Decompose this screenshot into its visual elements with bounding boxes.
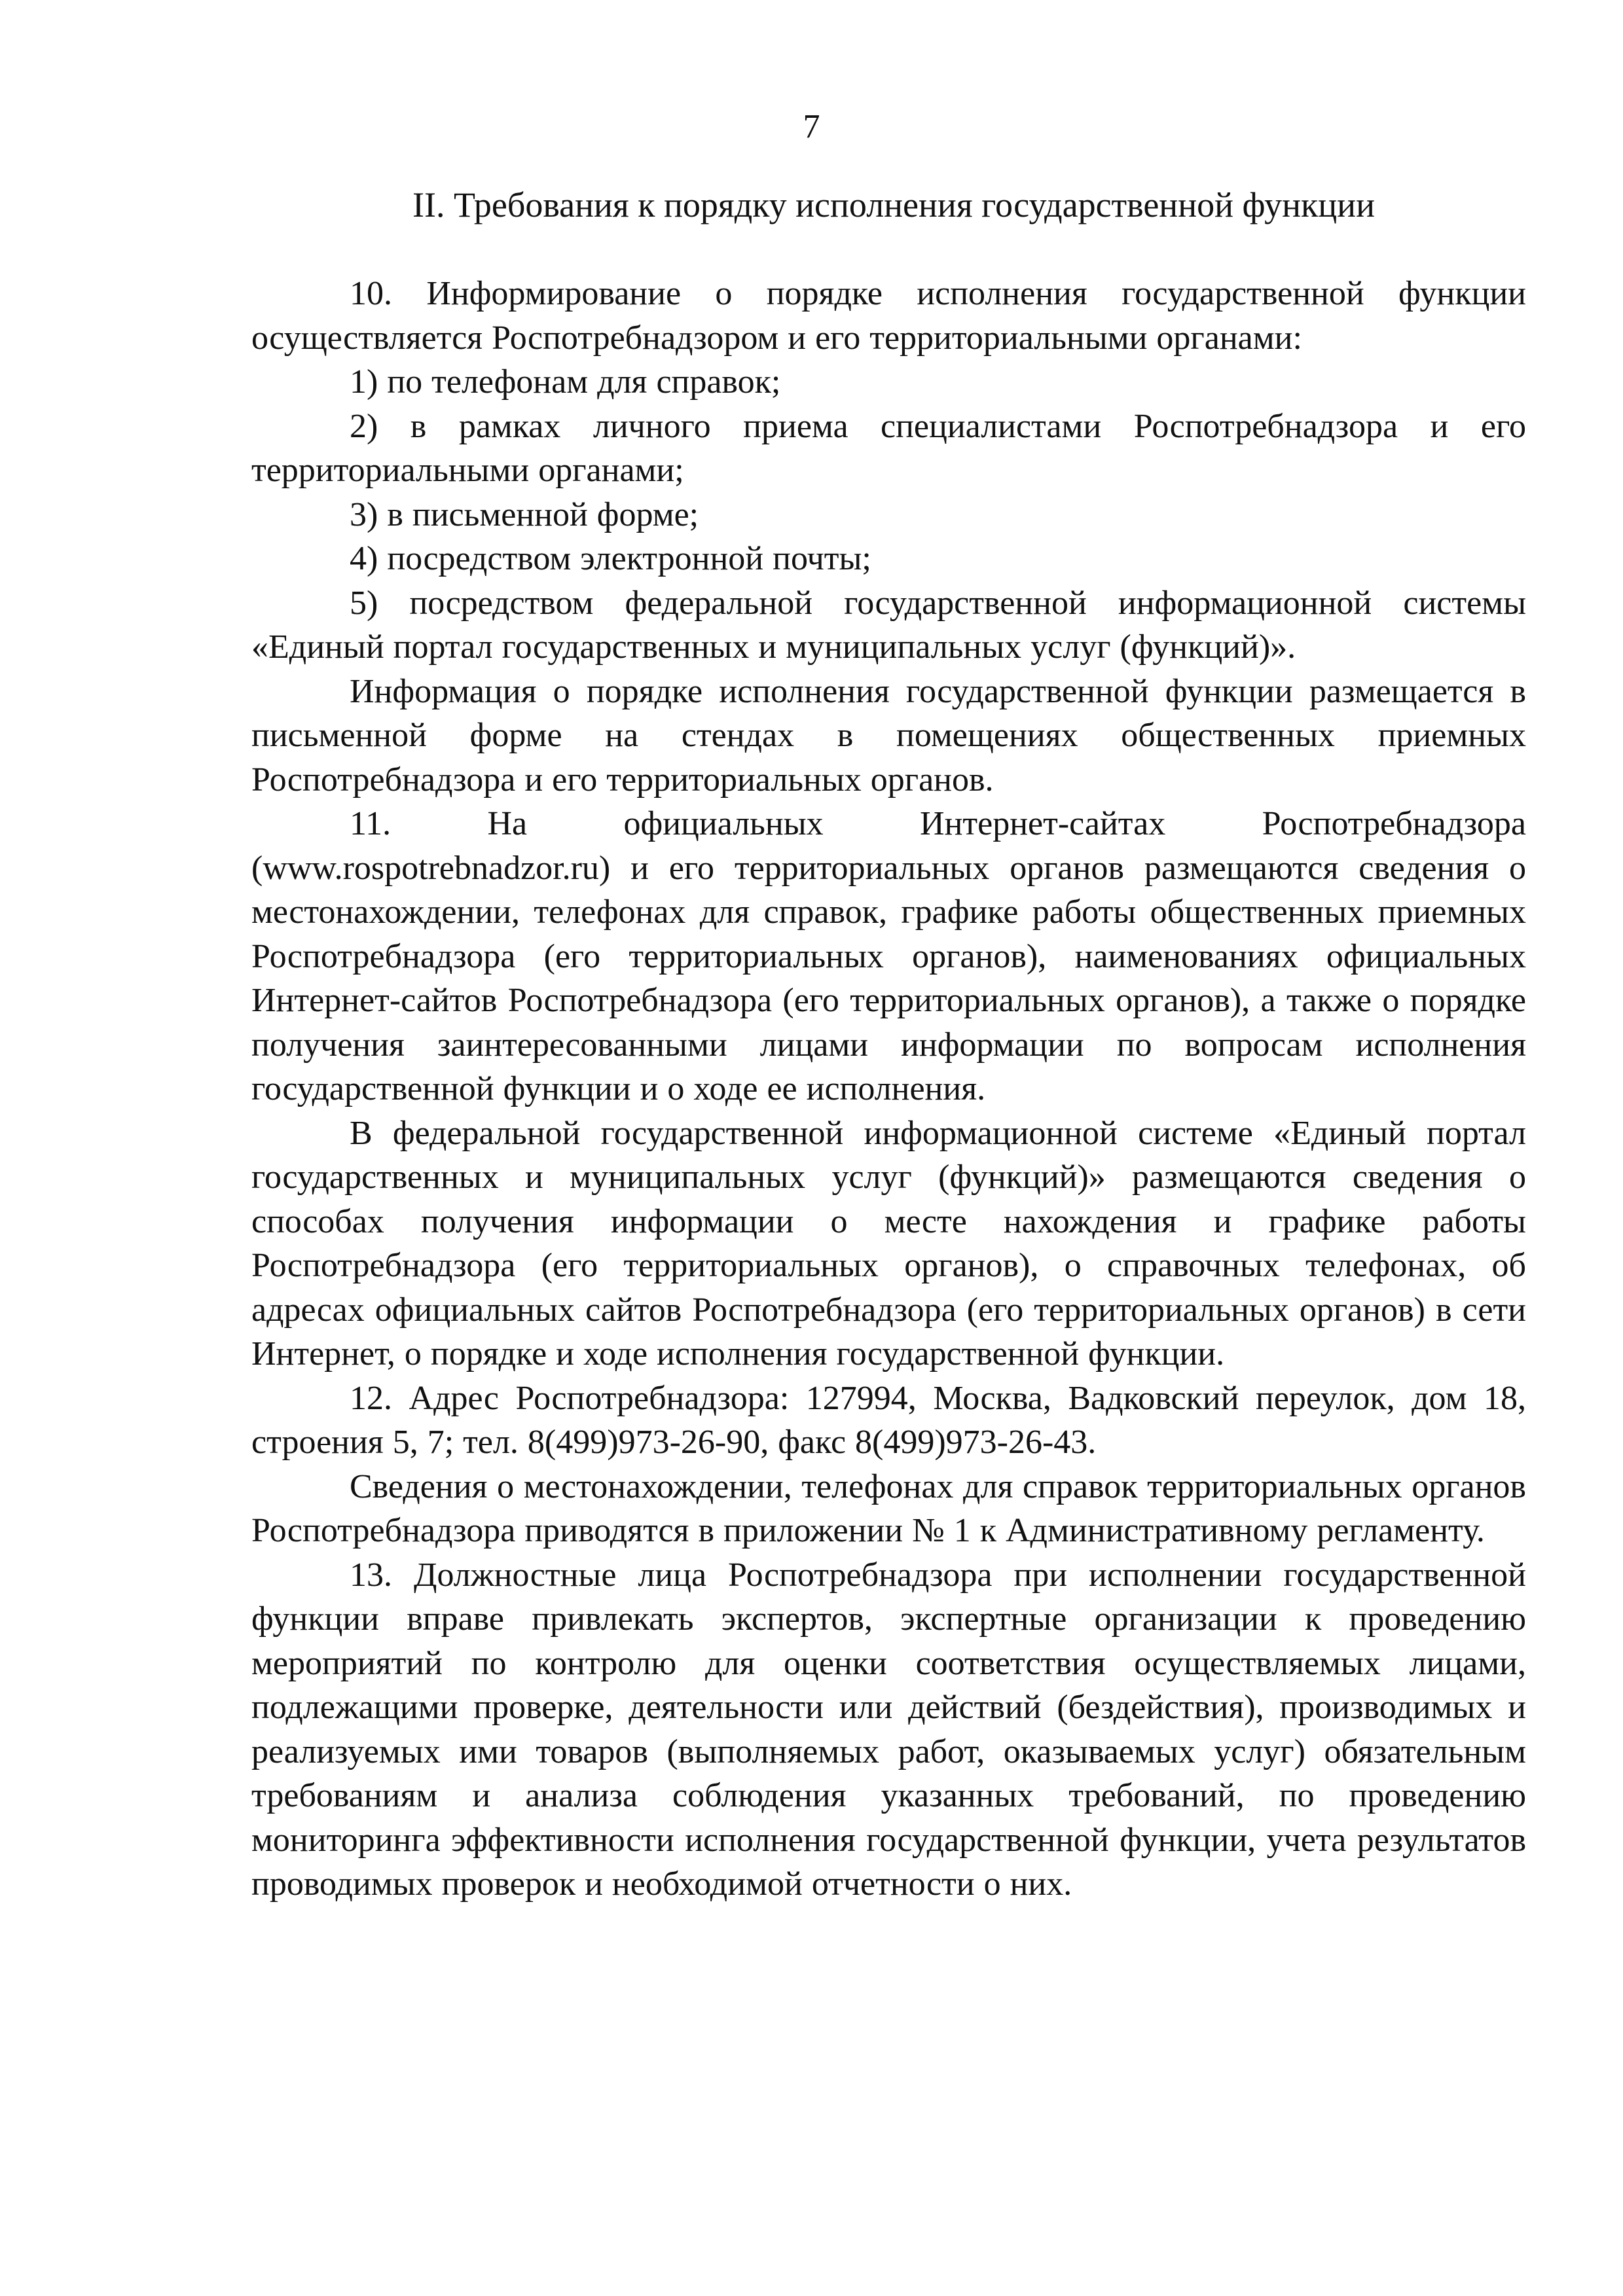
list-item-2: 2) в рамках личного приема специалистами Роспотребнадзора и его территориальными органами; xyxy=(251,407,1526,489)
paragraph-appendix-reference: Сведения о местонахождении, телефонах для справок территориальных органов Роспотребнадзора приводятся в приложении № 1 к Административному регламенту. xyxy=(251,1467,1526,1549)
paragraph-13-experts: 13. Должностные лица Роспотребнадзора при исполнении государственной функции вправе привлекать экспертов, экспертные организации к проведению мероприятий по контролю для оценки соответствия осуществляемых лицами, подлежащими проверке, деятельности или действий (бездействия), производимых и реализуемых ими товаров (выполняемых работ, оказываемых услуг) обязательным требованиям и анализа соблюдения указанных требований, по проведению мониторинга эффективности исполнения государственной функции, учета результатов проводимых проверок и необходимой отчетности о них. xyxy=(251,1556,1526,1903)
page-number: 7 xyxy=(803,108,820,145)
paragraph-unified-portal: В федеральной государственной информационной системе «Единый портал государственных и муниципальных услуг (функций)» размещаются сведения о способах получения информации о месте нахождения и графике работы Роспотребнадзора (его территориальных органов), о справочных телефонах, об адресах официальных сайтов Роспотребнадзора (его территориальных органов) в сети Интернет, о порядке и ходе исполнения государственной функции. xyxy=(251,1114,1526,1372)
paragraph-info-placement: Информация о порядке исполнения государственной функции размещается в письменной форме на стендах в помещениях общественных приемных Роспотребнадзора и его территориальных органов. xyxy=(251,672,1526,798)
list-item-3: 3) в письменной форме; xyxy=(350,495,699,533)
document-body xyxy=(251,272,1526,1907)
list-item-5: 5) посредством федеральной государственной информационной системы «Единый портал государственных и муниципальных услуг (функций)». xyxy=(251,584,1526,666)
paragraph-12-address: 12. Адрес Роспотребнадзора: 127994, Москва, Вадковский переулок, дом 18, строения 5, 7; тел. 8(499)973-26-90, факс 8(499)973-26-43. xyxy=(251,1379,1526,1461)
paragraph-10-intro: 10. Информирование о порядке исполнения государственной функции осуществляется Роспотребнадзором и его территориальными органами: xyxy=(251,275,1526,357)
list-item-4: 4) посредством электронной почты; xyxy=(350,540,871,577)
list-item-1: 1) по телефонам для справок; xyxy=(350,363,781,401)
section-title: II. Требования к порядку исполнения государственной функции xyxy=(412,185,1375,224)
paragraph-11-websites: 11. На официальных Интернет-сайтах Роспотребнадзора (www.rospotrebnadzor.ru) и его территориальных органов размещаются сведения о местонахождении, телефонах для справок, графике работы общественных приемных Роспотребнадзора (его территориальных органов), наименованиях официальных Интернет-сайтов Роспотребнадзора (его территориальных органов), а также о порядке получения заинтересованными лицами информации по вопросам исполнения государственной функции и о ходе ее исполнения. xyxy=(251,805,1526,1107)
